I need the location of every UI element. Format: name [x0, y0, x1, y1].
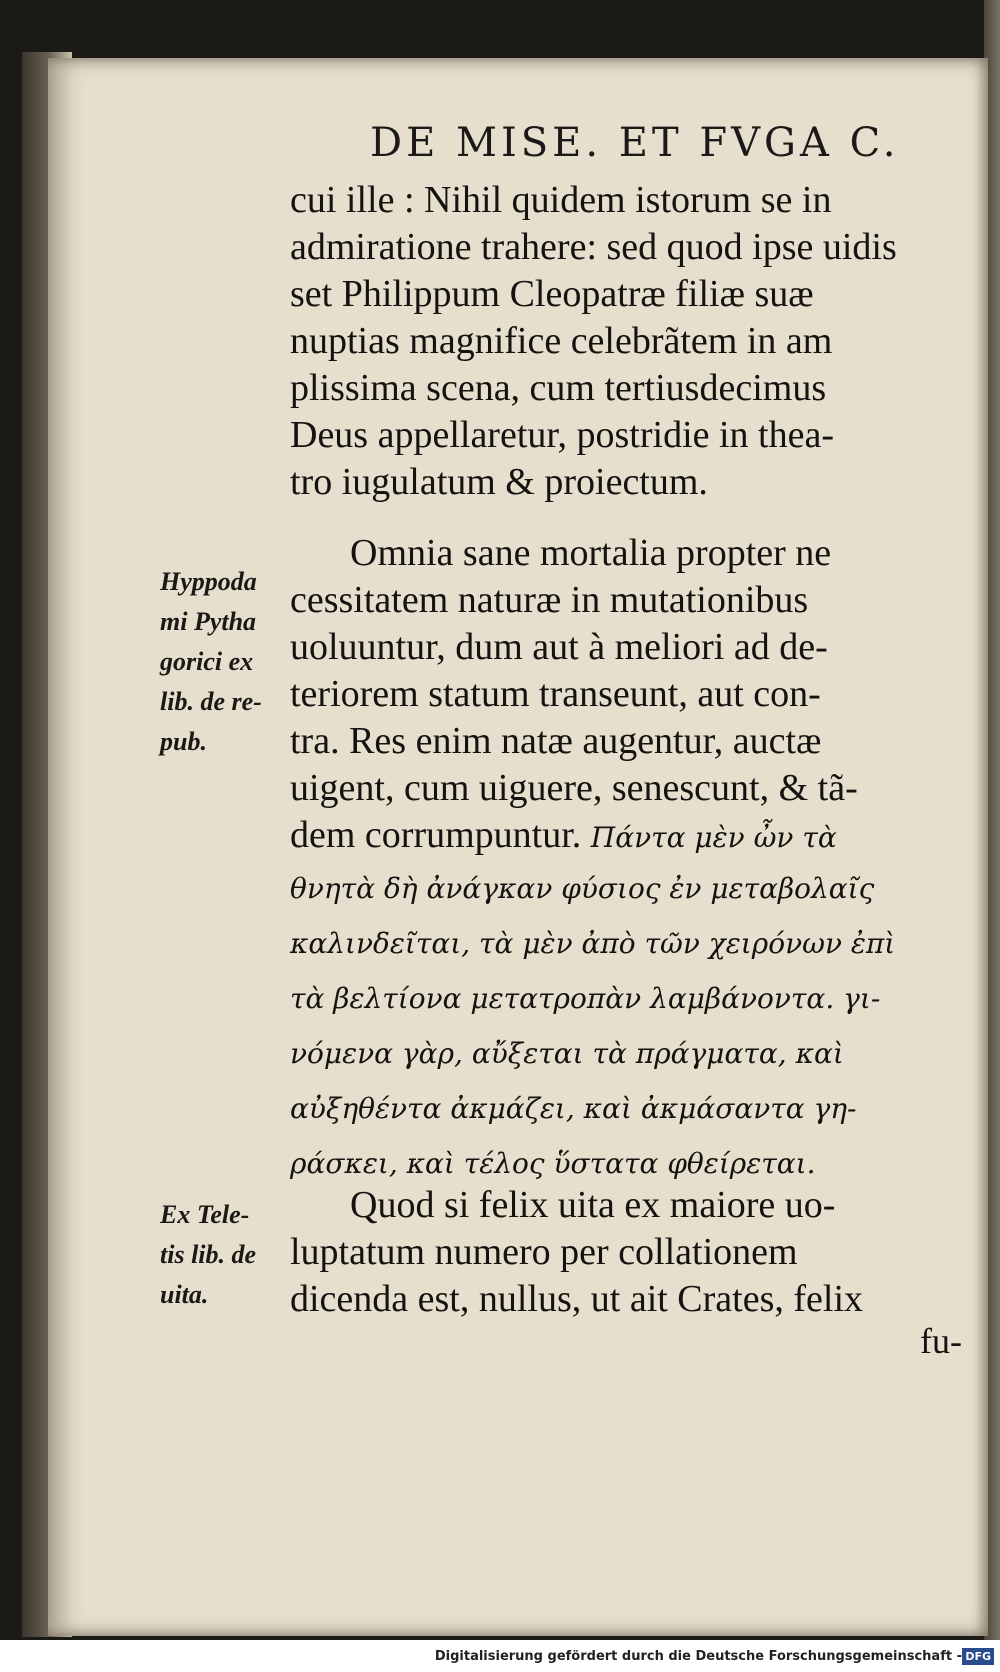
text-line: cessitatem naturæ in mutationibus [290, 579, 809, 621]
text-line: uigent, cum uiguere, senescunt, & tã- [290, 767, 858, 809]
text-line: plissima scena, cum tertiusdecimus [290, 367, 827, 409]
margin-note-line: Ex Tele- [160, 1200, 250, 1229]
text-line: tro iugulatum & proiectum. [290, 461, 708, 503]
greek-line: νόμενα γὰρ, αὔξεται τὰ πράγματα, καὶ [290, 1037, 844, 1070]
text-line: tra. Res enim natæ augentur, auctæ [290, 720, 822, 762]
margin-note-line: Hyppoda [160, 567, 257, 596]
greek-line: ράσκει, καὶ τέλος ὕστατα φθείρεται. [290, 1147, 816, 1180]
text-line: cui ille : Nihil quidem istorum se in [290, 179, 832, 221]
catchword: fu- [920, 1321, 962, 1361]
greek-line: καλινδεῖται, τὰ μὲν ἀπὸ τῶν χειρόνων ἐπὶ [290, 927, 896, 960]
text-line: Omnia sane mortalia propter ne [350, 532, 832, 574]
margin-note-line: gorici ex [160, 647, 254, 676]
margin-note-teletis [160, 1195, 290, 1315]
text-line: luptatum numero per collationem [290, 1231, 798, 1273]
dfg-logo: DFG [962, 1648, 994, 1665]
margin-note-line: tis lib. de [160, 1240, 257, 1269]
margin-note-line: mi Pytha [160, 607, 257, 636]
text-line: admiratione trahere: sed quod ipse uidis [290, 226, 897, 268]
text-line: nuptias magnifice celebrãtem in am [290, 320, 833, 362]
text-line: Quod si felix uita ex maiore uo- [350, 1184, 836, 1226]
margin-note-line: lib. de re- [160, 687, 262, 716]
digitization-credit: Digitalisierung gefördert durch die Deutsche Forschungsgemeinschaft - [434, 1649, 962, 1664]
greek-segment: Πάντα μὲν ὦν τὰ [590, 821, 837, 854]
greek-line: τὰ βελτίονα μετατροπὰν λαμβάνοντα. γι- [290, 982, 881, 1015]
paragraph-1 [290, 177, 970, 506]
text-line: set Philippum Cleopatræ filiæ suæ [290, 273, 814, 315]
greek-line: αὐξηθέντα ἀκμάζει, καὶ ἀκμάσαντα γη- [290, 1092, 857, 1125]
footer-bar [0, 1644, 1000, 1672]
greek-line: θνητὰ δὴ ἀνάγκαν φύσιος ἐν μεταβολαῖς [290, 872, 875, 905]
text-line: teriorem statum transeunt, aut con- [290, 673, 821, 715]
text-line-with-greek [290, 812, 970, 861]
text-line: Deus appellaretur, postridie in thea- [290, 414, 835, 456]
margin-note-line: pub. [160, 727, 207, 756]
running-title: DE MISE. ET FVGA C. [370, 120, 900, 166]
text-line: dicenda est, nullus, ut ait Crates, felix [290, 1278, 864, 1320]
paragraph-3 [290, 1182, 970, 1323]
text-segment: dem corrumpuntur. [290, 814, 582, 856]
paragraph-2 [290, 530, 970, 1191]
margin-note-line: uita. [160, 1280, 209, 1309]
margin-note-hyppodami [160, 562, 290, 762]
text-line: uoluuntur, dum aut à meliori ad de- [290, 626, 828, 668]
